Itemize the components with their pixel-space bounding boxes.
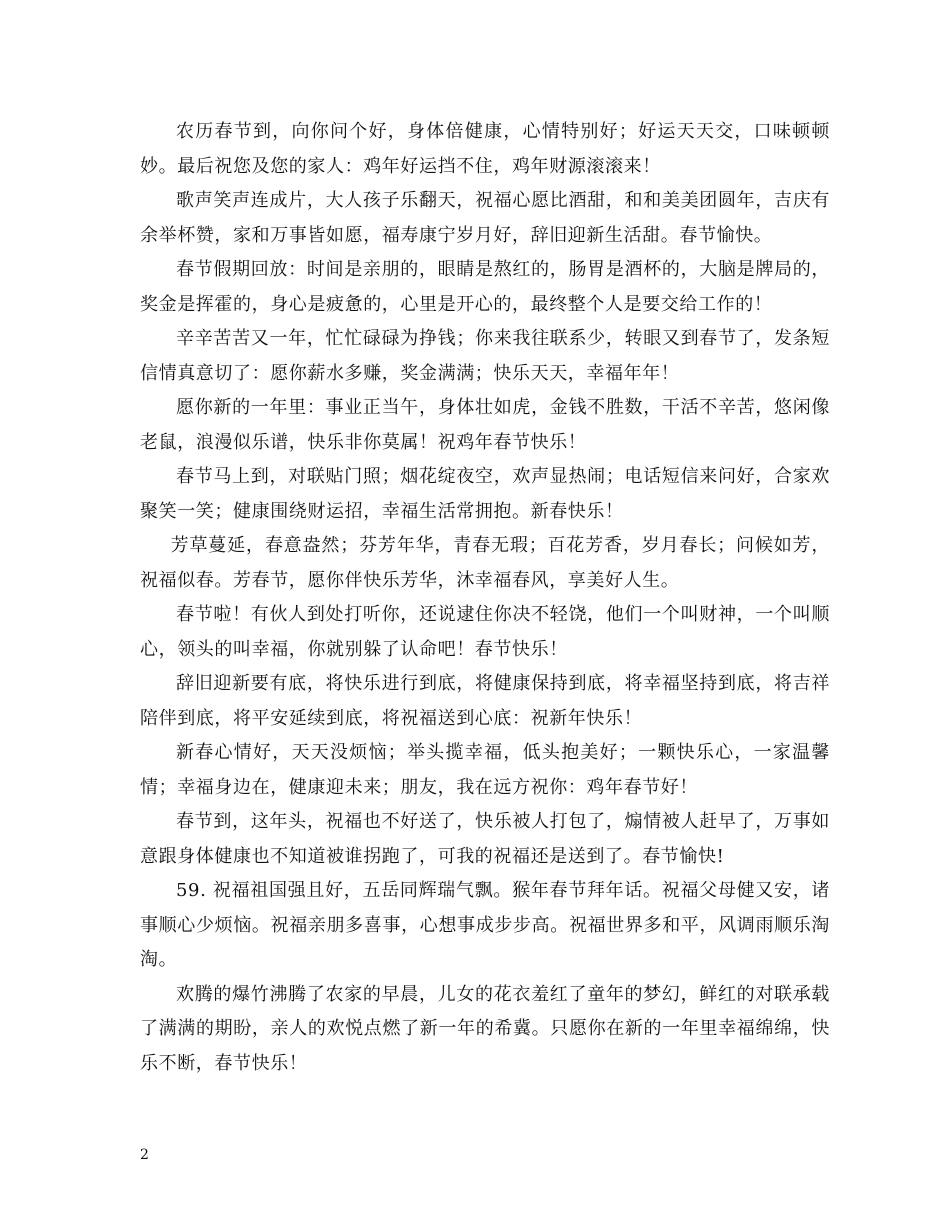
paragraph-5: 愿你新的一年里：事业正当午，身体壮如虎，金钱不胜数，干活不辛苦，悠闲像老鼠，浪漫似乐谱，快乐非你莫属！祝鸡年春节快乐！ bbox=[140, 397, 830, 453]
paragraph-4: 辛辛苦苦又一年，忙忙碌碌为挣钱；你来我往联系少，转眼又到春节了，发条短信情真意切了：愿你薪水多赚，奖金满满；快乐天天，幸福年年！ bbox=[140, 328, 830, 384]
paragraph-11: 春节到，这年头，祝福也不好送了，快乐被人打包了，煽情被人赶早了，万事如意跟身体健康也不知道被谁拐跑了，可我的祝福还是送到了。春节愉快! bbox=[140, 811, 830, 867]
paragraph-12: 59. 祝福祖国强且好，五岳同辉瑞气飘。猴年春节拜年话。祝福父母健又安，诸事顺心少烦恼。祝福亲朋多喜事，心想事成步步高。祝福世界多和平，风调雨顺乐淘淘。 bbox=[140, 880, 830, 970]
paragraph-8: 春节啦！有伙人到处打听你，还说逮住你决不轻饶，他们一个叫财神，一个叫顺心，领头的叫幸福，你就别躲了认命吧！春节快乐！ bbox=[140, 604, 830, 660]
page-number: 2 bbox=[140, 1147, 149, 1163]
paragraph-7: 芳草蔓延，春意盎然；芬芳年华，青春无瑕；百花芳香，岁月春长；问候如芳，祝福似春。芳春节，愿你伴快乐芳华，沐幸福春风，享美好人生。 bbox=[140, 535, 830, 591]
paragraph-2: 歌声笑声连成片，大人孩子乐翻天，祝福心愿比酒甜，和和美美团圆年，吉庆有余举杯赞，家和万事皆如愿，福寿康宁岁月好，辞旧迎新生活甜。春节愉快。 bbox=[140, 190, 830, 246]
paragraph-9: 辞旧迎新要有底，将快乐进行到底，将健康保持到底，将幸福坚持到底，将吉祥陪伴到底，将平安延续到底，将祝福送到心底：祝新年快乐！ bbox=[140, 673, 830, 729]
paragraph-3: 春节假期回放：时间是亲朋的，眼睛是熬红的，肠胃是酒杯的，大脑是牌局的，奖金是挥霍的，身心是疲惫的，心里是开心的，最终整个人是要交给工作的！ bbox=[140, 259, 830, 315]
paragraph-1: 农历春节到，向你问个好，身体倍健康，心情特别好；好运天天交，口味顿顿妙。最后祝您及您的家人：鸡年好运挡不住，鸡年财源滚滚来！ bbox=[140, 121, 830, 177]
paragraph-10: 新春心情好，天天没烦恼；举头揽幸福，低头抱美好；一颗快乐心，一家温馨情；幸福身边在，健康迎未来；朋友，我在远方祝你：鸡年春节好！ bbox=[140, 742, 830, 798]
paragraph-6: 春节马上到，对联贴门照；烟花绽夜空，欢声显热闹；电话短信来问好，合家欢聚笑一笑；健康围绕财运招，幸福生活常拥抱。新春快乐！ bbox=[140, 466, 830, 522]
paragraph-13: 欢腾的爆竹沸腾了农家的早晨，儿女的花衣羞红了童年的梦幻，鲜红的对联承载了满满的期盼，亲人的欢悦点燃了新一年的希冀。只愿你在新的一年里幸福绵绵，快乐不断，春节快乐！ bbox=[140, 983, 830, 1074]
document-body bbox=[140, 115, 830, 1081]
